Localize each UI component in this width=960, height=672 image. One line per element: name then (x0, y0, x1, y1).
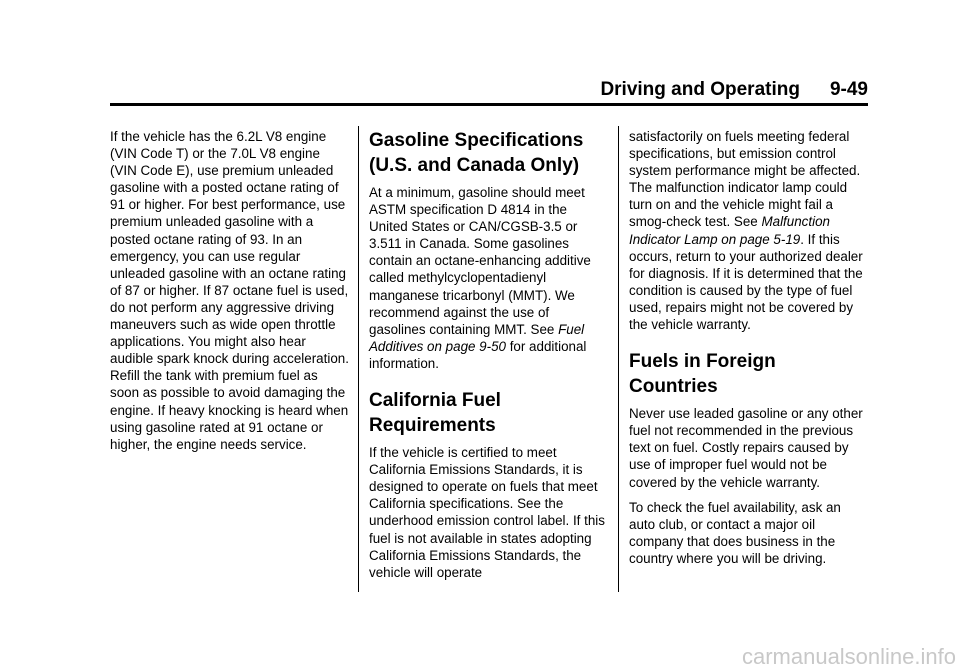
watermark: carmanualsonline.info (741, 644, 956, 669)
paragraph: To check the fuel availability, ask an auto club, or contact a major oil company that does business in the country where you will be driving. (629, 499, 841, 566)
column-3 (629, 128, 869, 575)
section-heading-foreign-fuels: Fuels in Foreign Countries (629, 351, 776, 398)
paragraph: At a minimum, gasoline should meet ASTM specification D 4814 in the United States or CAN/CGSB-3.5 or 3.511 in Canada. Some gasolines contain an octane-enhancing additive called methylcyclopentadienyl manganese tricarbonyl (MMT). We recommend against the use of gasolines containing MMT. See Fuel Additives on page 9-50 for additional information. (369, 185, 591, 371)
column-1 (110, 128, 350, 461)
section-heading-gasoline-specifications: Gasoline Specifications (U.S. and Canada Only) (369, 130, 584, 176)
paragraph: If the vehicle has the 6.2L V8 engine (VIN Code T) or the 7.0L V8 engine (VIN Code E), use premium unleaded gasoline with a posted octane rating of 91 or higher. For best performance, use premium unleaded gasoline with a posted octane rating of 93. In an emergency, you can use regular unleaded gasoline with an octane rating of 87 or higher. If 87 octane fuel is used, do not perform any aggressive driving maneuvers such as wide open throttle applications. You might also hear audible spark knock during acceleration. Refill the tank with premium fuel as soon as possible to avoid damaging the engine. If heavy knocking is heard when using gasoline rated at 91 octane or higher, the engine needs service. (110, 129, 349, 452)
paragraph: satisfactorily on fuels meeting federal specifications, but emission control system performance might be affected. The malfunction indicator lamp could turn on and the vehicle might fail a smog-check test. See Malfunction Indicator Lamp on page 5-19. If this occurs, return to your authorized dealer for diagnosis. If it is determined that the condition is caused by the type of fuel used, repairs might not be covered by the vehicle warranty. (629, 129, 863, 333)
cross-reference-link[interactable]: Fuel Additives on page 9-50 (369, 321, 585, 354)
section-heading-california-fuel: California Fuel Requirements (369, 390, 501, 437)
page-header (0, 0, 960, 106)
running-header (600, 79, 868, 101)
paragraph: Never use leaded gasoline or any other fuel not recommended in the previous text on fuel. Costly repairs caused by use of improper fuel would not be covered by the vehicle warranty. (629, 406, 863, 490)
page-number: 9-49 (829, 79, 868, 100)
section-title: Driving and Operating (600, 79, 800, 100)
cross-reference-link[interactable]: Malfunction Indicator Lamp on page 5-19 (629, 214, 830, 247)
header-rule (110, 103, 868, 106)
column-divider (358, 126, 359, 592)
column-2 (369, 128, 609, 589)
paragraph: If the vehicle is certified to meet California Emissions Standards, it is designed to operate on fuels that meet California specifications. See the underhood emission control label. If this fuel is not available in states adopting California Emissions Standards, the vehicle will operate (369, 445, 605, 580)
column-divider (618, 126, 619, 592)
